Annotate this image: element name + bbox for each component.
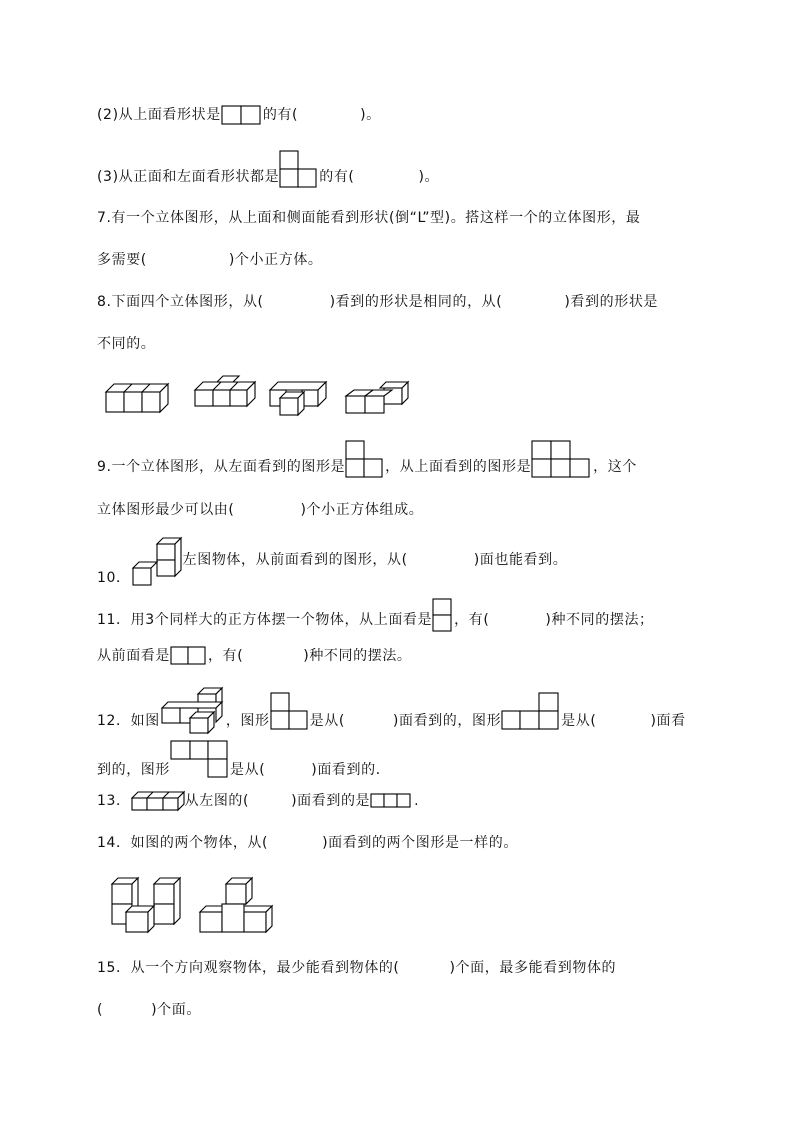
question-12-line1 bbox=[97, 686, 686, 736]
q11-text-f: )种不同的摆法。 bbox=[303, 648, 412, 664]
question-8-line1 bbox=[97, 292, 658, 312]
q9-text-c: ，这个 bbox=[593, 459, 637, 475]
question-2-2 bbox=[97, 105, 381, 125]
question-14 bbox=[97, 833, 518, 853]
q15-text-c: ( bbox=[97, 1002, 104, 1018]
q14-text-b: )面看到的两个图形是一样的。 bbox=[322, 835, 518, 851]
q13-num: 13． bbox=[97, 793, 131, 809]
q3-text-b: 的有( bbox=[319, 169, 355, 185]
solid-3 bbox=[270, 382, 326, 415]
q13-text-b: )面看到的是 bbox=[291, 793, 371, 809]
figure-two-squares bbox=[221, 105, 263, 125]
question-12-line2 bbox=[97, 740, 390, 780]
q8-text-c: )看到的形状是 bbox=[564, 294, 659, 310]
q2-text-c: )。 bbox=[360, 107, 381, 123]
question-13 bbox=[97, 790, 419, 812]
q12-text-i: )面看到的． bbox=[311, 762, 391, 778]
q3-text-c: )。 bbox=[418, 169, 440, 185]
q15-text-b: )个面，最多能看到物体的 bbox=[449, 960, 617, 976]
q8-text-b: )看到的形状是相同的，从( bbox=[329, 294, 503, 310]
question-11-line2 bbox=[97, 646, 412, 666]
solid-1 bbox=[106, 384, 168, 412]
q7-text-b: )个小正方体。 bbox=[228, 252, 323, 268]
q11-text-e: ，有( bbox=[208, 648, 244, 664]
question-9-line1 bbox=[97, 440, 637, 478]
figure-view-a bbox=[270, 691, 310, 731]
figure-l-shape-left-view bbox=[345, 440, 385, 478]
question-7-line2 bbox=[97, 250, 323, 270]
q10-text-b: )面也能看到。 bbox=[473, 552, 568, 568]
figure-three-squares bbox=[370, 792, 414, 810]
figure-stair-solid bbox=[131, 536, 183, 588]
q12-text-g: 到的，图形 bbox=[97, 762, 170, 778]
q11-text-b: ，有( bbox=[454, 612, 490, 628]
question-7-line1: 7.有一个立体图形，从上面和侧面能看到形状(倒“L”型)。搭这样一个的立体图形，最 bbox=[97, 210, 641, 226]
object-1 bbox=[112, 878, 180, 932]
figure-row-cubes bbox=[131, 790, 185, 812]
figure-view-c bbox=[170, 740, 230, 780]
q12-text-d: )面看到的，图形 bbox=[392, 713, 502, 729]
q3-text-a: (3)从正面和左面看形状都是 bbox=[97, 169, 280, 185]
q10-num: 10． bbox=[97, 570, 131, 586]
q15-text-d: )个面。 bbox=[151, 1002, 201, 1018]
question-2-3 bbox=[97, 150, 439, 188]
figure-vertical-two-squares bbox=[432, 598, 454, 634]
figure-top-view bbox=[531, 440, 593, 478]
q2-text-b: 的有( bbox=[262, 107, 299, 123]
q12-text-a: 12．如图 bbox=[97, 713, 160, 729]
q2-text-a: (2)从上面看形状是 bbox=[97, 107, 221, 123]
solid-2 bbox=[195, 376, 255, 406]
q12-text-e: 是从( bbox=[561, 713, 597, 729]
solid-4 bbox=[346, 382, 408, 413]
q9-text-a: 9.一个立体图形，从左面看到的图形是 bbox=[97, 459, 346, 475]
figure-view-b bbox=[501, 691, 561, 731]
q10-text-a: 左图物体，从前面看到的图形，从( bbox=[182, 552, 408, 568]
q11-text-d: 从前面看是 bbox=[97, 648, 170, 664]
figure-four-solids bbox=[100, 372, 430, 418]
q14-text-a: 14．如图的两个物体，从( bbox=[97, 835, 269, 851]
q13-text-a: 从左图的( bbox=[184, 793, 250, 809]
q8-text-a: 8.下面四个立体图形，从( bbox=[97, 294, 264, 310]
q9-text-e: )个小正方体组成。 bbox=[300, 502, 424, 518]
figure-solid-12 bbox=[160, 686, 226, 736]
q13-text-c: . bbox=[414, 793, 420, 809]
question-15-line1 bbox=[97, 958, 616, 978]
question-9-line2 bbox=[97, 500, 423, 520]
figure-two-squares-front bbox=[170, 646, 208, 666]
q7-text-a: 多需要( bbox=[97, 252, 147, 268]
q9-text-b: ，从上面看到的图形是 bbox=[385, 459, 532, 475]
question-15-line2 bbox=[97, 1000, 201, 1020]
q12-text-f: )面看 bbox=[650, 713, 686, 729]
q9-text-d: 立体图形最少可以由( bbox=[97, 502, 235, 518]
q15-text-a: 15．从一个方向观察物体，最少能看到物体的( bbox=[97, 960, 400, 976]
q12-text-c: 是从( bbox=[309, 713, 345, 729]
question-8-line2: 不同的。 bbox=[97, 336, 156, 352]
q12-text-b: ，图形 bbox=[225, 713, 270, 729]
object-2 bbox=[200, 878, 272, 932]
figure-two-objects bbox=[108, 874, 278, 936]
figure-l-shape bbox=[279, 150, 319, 188]
question-11-line1 bbox=[97, 598, 654, 634]
question-10 bbox=[97, 536, 567, 588]
q11-text-c: )种不同的摆法； bbox=[545, 612, 654, 628]
q11-text-a: 11．用3个同样大的正方体摆一个物体，从上面看是 bbox=[97, 612, 433, 628]
q12-text-h: 是从( bbox=[230, 762, 266, 778]
